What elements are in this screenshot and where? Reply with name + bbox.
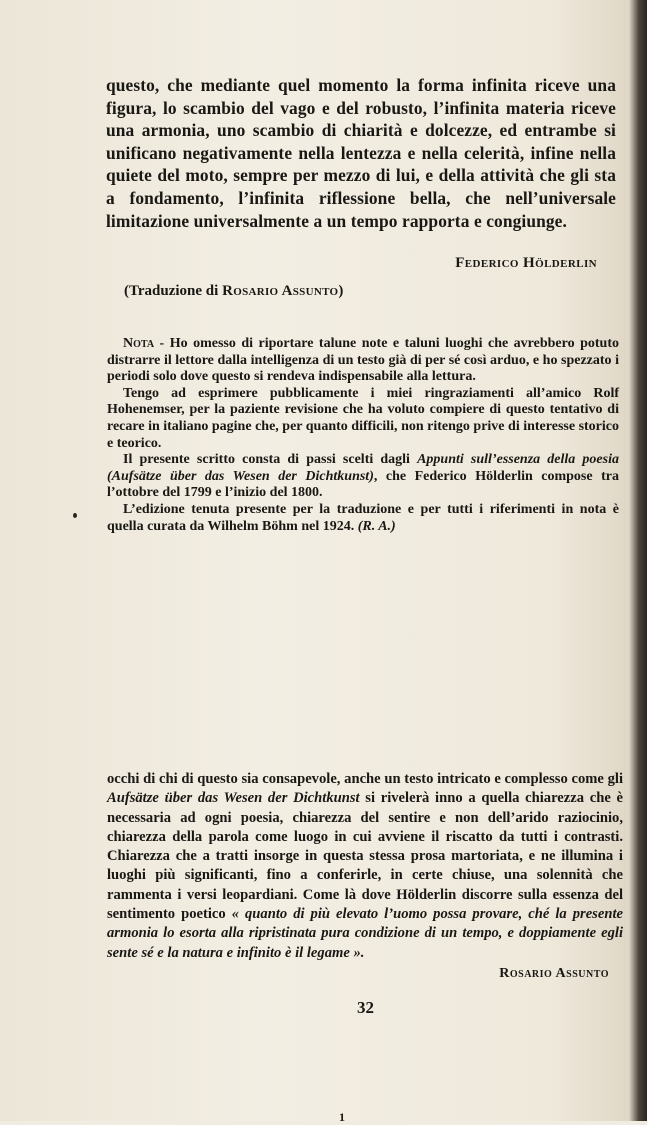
lower-signature: Rosario Assunto xyxy=(499,966,609,981)
translation-prefix: (Traduzione di xyxy=(124,283,223,299)
note-paragraph-3-end: , che Federico Hölderlin compose tra l’ottobre del 1799 e l’inizio del 1800. xyxy=(107,468,619,501)
margin-dot-mark xyxy=(73,513,77,518)
lower-paragraph xyxy=(107,770,623,963)
page-binding-shadow xyxy=(629,0,647,1121)
note-label: Nota xyxy=(123,336,155,351)
lower-paragraph-part-2: si rivelerà inno a quella chiarezza che è necessaria ad ogni poesia, chiarezza del sentire e non dell’arido raziocinio, chiarezza della parola come luogo in cui avviene il riscatto da tutti i contrasti. Chiarezza che a tratti insorge in questa stessa prosa martoriata, e ne illumina i luoghi più significanti, fino a conferirle, in certe chiuse, una solennità che rammenta i versi leopardiani. Come là dove Hölderlin discorre sulla essenza del sentimento poetico xyxy=(107,790,623,923)
note-paragraph-3-start: Il presente scritto consta di passi scelti dagli xyxy=(123,452,418,468)
note-initials: (R. A.) xyxy=(357,518,396,534)
main-paragraph: questo, che mediante quel momento la forma infinita riceve una figura, lo scambio del vago e del robusto, l’infinita materia riceve una armonia, uno scambio di chiarità e dolcezze, ed entrambe si unificano negativamente nella lentezza e nella celerità, infine nella quiete del moto, sempre per mezzo di lui, e della attività che gli sta a fondamento, l’infinita riflessione bella, che nell’universale limitazione universalmente a un tempo rapporta e congiunge. xyxy=(106,75,616,231)
translator-name: Rosario Assunto xyxy=(222,283,339,299)
translation-suffix: ) xyxy=(338,283,344,299)
translator-note xyxy=(107,336,619,535)
page-number: 32 xyxy=(357,998,374,1017)
note-paragraph-2: Tengo ad esprimere pubblicamente i miei ringraziamenti all’amico Rolf Hohenemser, per la paziente revisione che ha voluto compiere di questo tentativo di recare in italiano pagine che, per quanto difficili, non ritengo prive di interesse storico e teorico. xyxy=(107,385,619,451)
lower-paragraph-part-1: occhi di chi di questo sia consapevole, anche un testo intricato e complesso come gli xyxy=(107,771,623,787)
note-paragraph-3 xyxy=(107,452,619,502)
lower-quote: « quanto di più elevato l’uomo possa provare, ché la presente armonia lo esorta alla ripristinata pura condizione di un tempo, e doppiamente egli sente sé e la natura e infinito è il legame ». xyxy=(107,906,623,961)
foot-mark: 1 xyxy=(339,1110,345,1124)
note-paragraph-1 xyxy=(107,336,619,386)
note-paragraph-4-start: L’edizione tenuta presente per la traduzione e per tutti i riferimenti in nota è quella curata da Wilhelm Böhm nel 1924. xyxy=(107,501,619,534)
author-signature: Federico Hölderlin xyxy=(455,255,597,271)
note-title-italian: Appunti sull’essenza della poesia xyxy=(417,452,619,468)
note-paragraph-1-text: - Ho omesso di riportare talune note e taluni luoghi che avrebbero potuto distrarre il lettore dalla intelligenza di un testo già di per sé così arduo, e ho spezzato i periodi solo dove questo si rendeva indispensabile alla lettura. xyxy=(107,336,619,385)
note-paragraph-4 xyxy=(107,502,619,535)
lower-title-german: Aufsätze über das Wesen der Dichtkunst xyxy=(107,790,360,807)
note-title-german: (Aufsätze über das Wesen der Dichtkunst) xyxy=(107,468,374,484)
translation-credit xyxy=(124,283,343,300)
